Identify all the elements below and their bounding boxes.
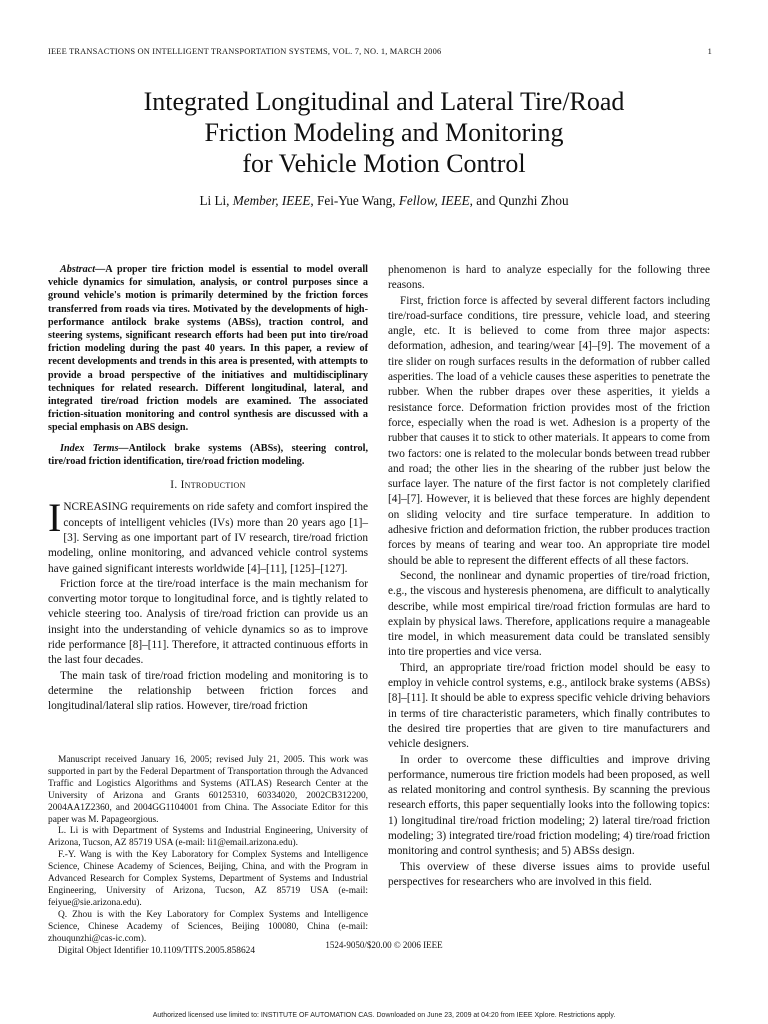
copyright-footer: 1524-9050/$20.00 © 2006 IEEE: [325, 940, 443, 950]
journal-name: IEEE TRANSACTIONS ON INTELLIGENT TRANSPORTATION SYSTEMS, VOL. 7, NO. 1, MARCH 2006: [48, 47, 442, 56]
paper-title: [40, 86, 728, 179]
right-column: [388, 263, 710, 890]
author-list: [40, 193, 728, 209]
body-paragraph: Second, the nonlinear and dynamic properties of tire/road friction, e.g., the viscous and hysteresis phenomena, are difficult to analytically describe, while most empirical tire/road friction formulas are hard to explain by physical laws. Therefore, applications require a manageable tire model, in which measurement data could be translated sensibly into tire properties and vice versa.: [388, 569, 710, 659]
intro-paragraph: Friction force at the tire/road interface is the main mechanism for converting motor torque to longitudinal force, and is tightly related to vehicle steering too. Analysis of tire/road friction can provide us an insight into the understanding of vehicle dynamics so as to improve ride performance [8]–[11]. Therefore, it attracted continuous efforts in the last four decades.: [48, 577, 368, 667]
title-line: for Vehicle Motion Control: [242, 149, 526, 178]
intro-text: NCREASING requirements on ride safety and comfort inspired the concepts of intelligent vehicles (IVs) more than 20 years ago [1]–[3]. Serving as one important part of IV research, tire/road friction modeling, online monitoring, and advanced vehicle control systems have gained significant interests worldwide [4]–[11], [125]–[127].: [48, 501, 368, 575]
authorized-use-notice: Authorized licensed use limited to: INSTITUTE OF AUTOMATION CAS. Downloaded on June 23, 2009 at 04:20 from IEEE Xplore. Restrictions apply.: [152, 1012, 616, 1019]
body-paragraph: phenomenon is hard to analyze especially for the following three reasons.: [388, 264, 710, 292]
title-line: Friction Modeling and Monitoring: [204, 118, 564, 147]
abstract-label: Abstract—: [60, 264, 106, 275]
section-heading: [48, 478, 368, 493]
author-name: , and Qunzhi Zhou: [469, 193, 569, 208]
footnote: Q. Zhou is with the Key Laboratory for Complex Systems and Intelligence Science, Chinese Academy of Sciences, Beijing 100080, China (e-mail: zhouqunzhi@cas-ic.com).: [48, 909, 368, 944]
index-terms: [48, 442, 368, 468]
footnote: L. Li is with Department of Systems and Industrial Engineering, University of Arizona, Tucson, AZ 85719 USA (e-mail: li1@email.arizona.edu).: [48, 826, 368, 849]
intro-paragraph: The main task of tire/road friction modeling and monitoring is to determine the relationship between friction forces and longitudinal/lateral slip ratios. However, tire/road friction: [48, 669, 368, 713]
index-terms-text: Antilock brake systems (ABSs), steering control, tire/road friction identification, tire/road friction modeling.: [48, 442, 368, 467]
index-terms-label: Index Terms—: [60, 442, 129, 454]
footnote: Digital Object Identifier 10.1109/TITS.2005.858624: [58, 945, 256, 956]
section-number: I.: [170, 479, 181, 492]
title-line: Integrated Longitudinal and Lateral Tire/Road: [143, 87, 625, 116]
abstract-text: A proper tire friction model is essential to model overall vehicle dynamics for simulation, analysis, or control purposes since a ground vehicle's motion is primarily determined by the friction forces transferred from roads via tires. Motivated by the developments of high-performance antilock brake systems (ABSs), traction control, and steering systems, significant research efforts had been put into tire/road friction modeling during the past 40 years. In this paper, a review of recent developments and trends in this area is presented, with attempts to provide a broad perspective of the initiatives and multidisciplinary techniques for related research. Different longitudinal, lateral, and integrated tire/road friction models are examined. The associated friction-situation monitoring and control synthesis are discussed with a special emphasis on ABS design.: [48, 264, 368, 434]
footnote: F.-Y. Wang is with the Key Laboratory for Complex Systems and Intelligence Science, Chinese Academy of Sciences, Beijing, China, and with the Program in Advanced Research for Complex Systems, Department of Systems and Industrial Engineering, University of Arizona, Tucson, AZ 85719 USA (e-mail: feiyue@sie.arizona.edu).: [48, 850, 368, 908]
body-paragraph: First, friction force is affected by several different factors including tire/road-surface conditions, tire pressure, vehicle load, and steering angle, etc. It is believed to come from three major aspects: deformation, adhesion, and tearing/wear [4]–[9]. The movement of a tire slider on rough surfaces results in the deformation of rubber called asperities. The load of a vehicle causes these asperities to penetrate the rubber. When the rubber drapes over these asperities, it yields a resistance force. Deformation friction provides most of the friction force, especially when the road is wet. Adhesion is a property of the rubber that causes it to stick to other materials. It appears to come from two factors: one is related to the molecular bonds between tread rubber and road; the other lies in the shearing of the rubber just below the surface layer. The nature of the first factor is not completely clarified [4]–[7]. However, it is believed that these forces are highly dependent on sliding velocity and tire surface temperature. In addition to adhesive friction and deformation friction, the rubber produces traction forces by means of tearing and wear too. An appropriate tire model should be able to represent the different effects of all these factors.: [388, 294, 710, 567]
abstract: [48, 263, 368, 435]
body-paragraph: In order to overcome these difficulties and improve driving performance, numerous tire friction models had been proposed, as well as related monitoring and control synthesis. By scanning the previous research efforts, this paper sequentially looks into the following topics: 1) longitudinal tire/road friction modeling; 2) lateral tire/road friction modeling; 3) integrated tire/road friction modeling; 4) tire/road friction monitoring and control synthesis; and 5) ABSs design.: [388, 753, 710, 858]
running-header: [48, 47, 712, 56]
body-paragraph: This overview of these diverse issues aims to provide useful perspectives for researchers who are involved in this field.: [388, 860, 710, 888]
author-role: Member, IEEE: [232, 193, 311, 208]
footnote: Manuscript received January 16, 2005; revised July 21, 2005. This work was supported in part by the Federal Department of Transportation through the Advanced Traffic and Logistics Algorithms and Systems (ATLAS) Research Center at the University of Arizona and Grants 60125310, 60334020, 2002CB312200, 2004AA1Z2360, and 2004GG1104001 from China. The Associate Editor for this paper was M. Papageorgious.: [48, 755, 368, 825]
section-title: Introduction: [180, 479, 246, 492]
intro-paragraph: [48, 495, 368, 576]
body-paragraph: Third, an appropriate tire/road friction model should be easy to employ in vehicle control systems, e.g., antilock brake systems (ABSs) [8]–[11]. It should be able to express specific vehicle driving behaviors in terms of tire characteristic parameters, which finally contributes to the desired tire properties that are given to tire manufacturers and vehicle designers.: [388, 661, 710, 751]
left-column: [48, 263, 368, 715]
author-name: , Fei-Yue Wang,: [310, 193, 399, 208]
drop-cap: I: [48, 495, 62, 541]
author-name: Li Li,: [199, 193, 233, 208]
author-role: Fellow, IEEE: [398, 193, 470, 208]
page-number: 1: [707, 47, 712, 56]
footnotes: [48, 755, 368, 957]
